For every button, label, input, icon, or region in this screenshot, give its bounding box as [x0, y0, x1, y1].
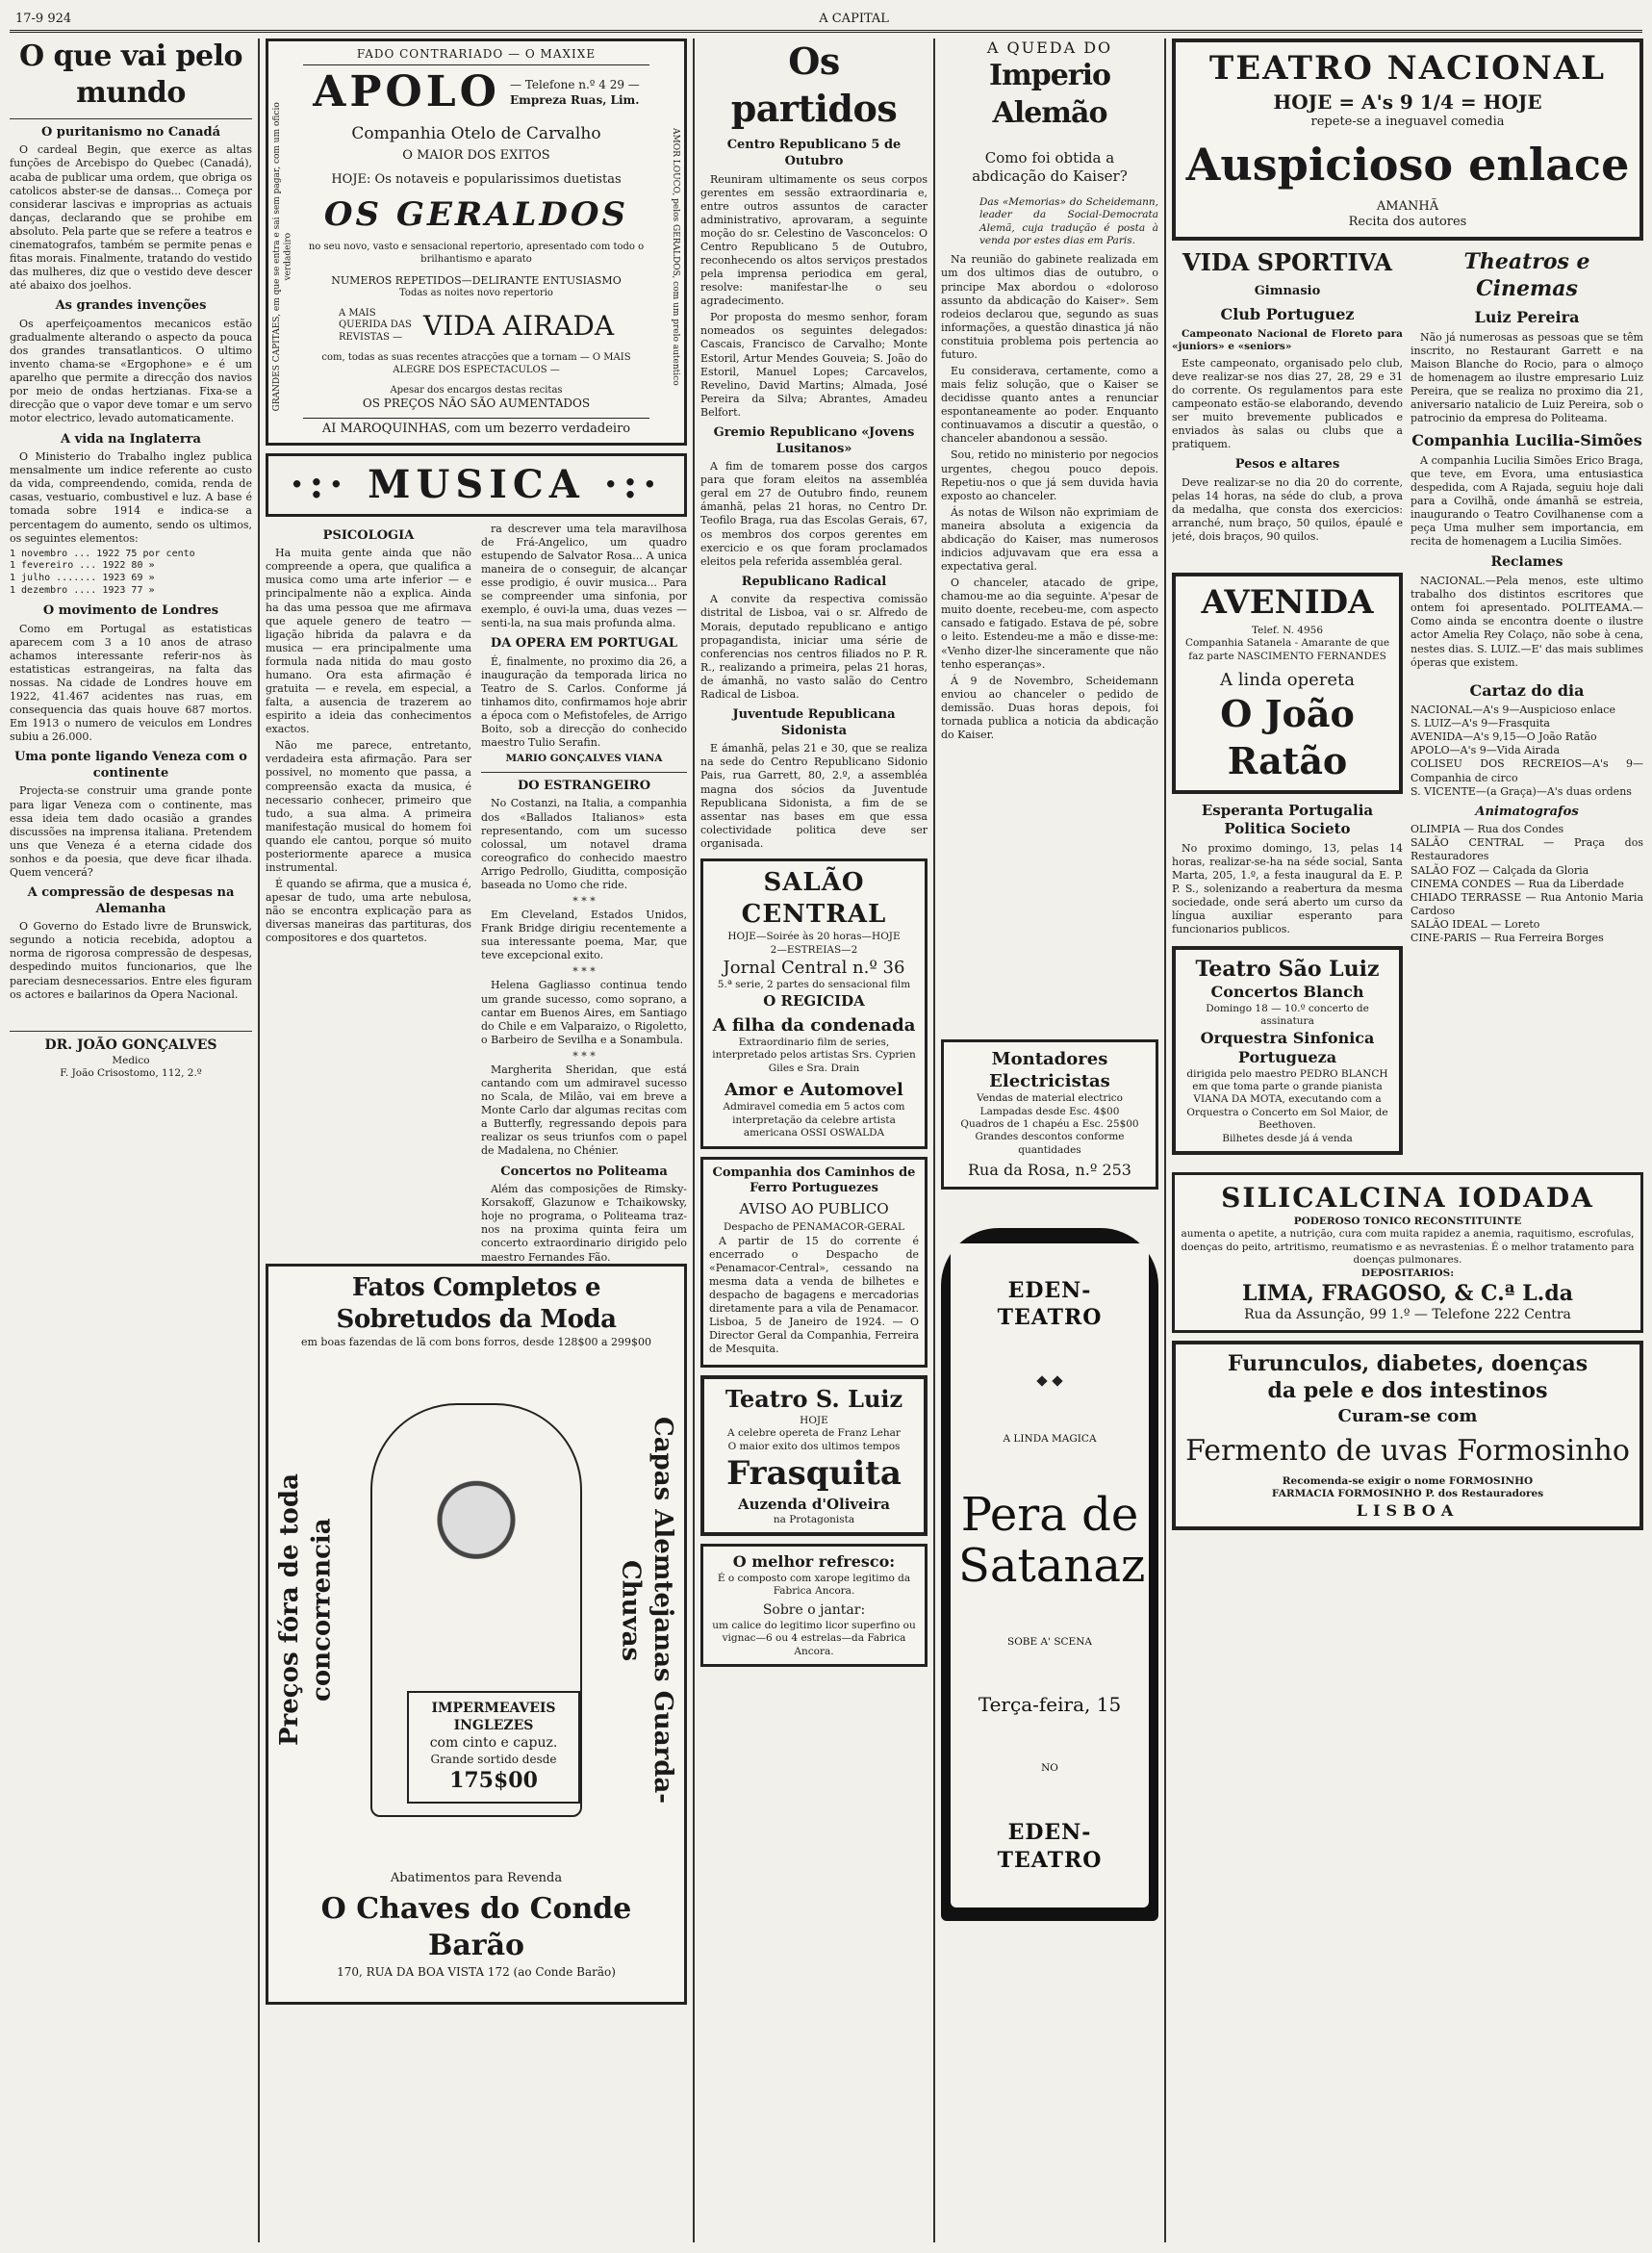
cost-table — [10, 549, 252, 598]
eden-name: EDEN-TEATRO — [997, 1820, 1103, 1873]
nacional-show: Auspicioso enlace — [1185, 138, 1630, 191]
apolo-today: HOJE: Os notaveis e popularissimos duetistas — [331, 172, 622, 188]
fatos-address: 170, RUA DA BOA VISTA 172 (ao Conde Barão) — [337, 1964, 616, 1979]
musica-author: MARIO GONÇALVES VIANA — [505, 753, 663, 765]
fatos-note: Abatimentos para Revenda — [390, 1871, 563, 1886]
musica-title: ·:· MUSICA ·:· — [266, 453, 687, 516]
queda-text: Na reunião do gabinete realizada em um dos ultimos dias de outubro, o principe Max abordou o «doloroso assunto da abdicação do Kaiser». Sem rodeios declarou que, segundo as suas informações, a questão dinastica já não constituia problema pois pertencia ao futuro. — [941, 253, 1158, 361]
apolo-prices: OS PREÇOS NÃO SÃO AUMENTADOS — [362, 397, 591, 411]
salao-jornal: Jornal Central n.º 36 — [723, 958, 905, 979]
musica-body: PSICOLOGIA Ha muita gente ainda que não compreende a opera, que qualifica a musica como uma arte inferior — e principalmente não a explica. Ainda ha das uma pessoa que me afirmava que aquele genero de teatro — ligação hibrida da palavra e da musica — era principalmente uma formula nada nitida do mau gosto humano. Ora esta afirmação é gratuita — e revela, em especial, a falta, a ausencia de trazerem ao espirito a ideia das conhecimentos exactos. Não me parece, entretanto, verdadeira esta afirmação. Para ser possivel, no momento que passa, a compreensão exacta da musica, é necessario conhecer, primeiro que tudo, a sua alma. A primeira manifestação musical do homem foi quando ele cantou, porque só muito posteriormente aparece a musica instrumental. É quando se afirma, que a musica é, apesar de tudo, uma arte nebulosa, não se encontra explicação para as diversas maneiras das partituras, dos compositores e dos quartetos. ra descrever uma tela maravilhosa de Frá-Angelico, um quadro estupendo de Salvator Rosa... A unica maneira de o conseguir, de alcançar esse prodigio, é ouvir musica... Para se compreender uma sinfonia, por exemplo, é ouvi-la uma, duas vezes — senti-la, na sua mais profunda alma. DA OPERA EM PORTUGAL É, finalmente, no proximo dia 26, a inauguração da temporada lirica no Teatro de S. Carlos. Conforme já tinhamos dito, confirmamos hoje abrir a época com o Mefistofeles, de Arrigo Boito, sob a direcção do conhecido maestro Tulio Serafin. MARIO GONÇALVES VIANA DO ESTRANGEIRO No Costanzi, na Italia, a companhia dos «Ballados Italianos» esta representando, com um sucesso colossal, um notavel drama coreografico do conhecido maestro Arrigo Pedrollo, Giuditta, composição baseada no Uomo che ride. * * * Em Cleveland, Estados Unidos, Frank Bridge dirigiu recentemente a sua interessante poema, Mar, que teve excepcional exito. * * * Helena Gagliasso continua tendo um grande sucesso, como soprano, a cantar em Buenos Aires, em Santiago do Chile e em Valparaizo, o Rigoletto, o Barbeiro de Sevilha e a Sonambula. * * * Margherita Sheridan, que está cantando com um admiravel sucesso no Scala, de Milão, vai em breve a Monte Carlo dar algumas recitas com a Butterfly, regressando depois para realizar os seus triunfos com o papel de Madalena, no Chénier. Concertos no Politeama Além das composições de Rimsky-Korsakoff, Glazunow e Tchaikowsky, hoje no programa, o Politeama traz-nos na proxima quinta feira um concerto extraordinario dirigido pelo maestro Fernandes Fão. — [266, 522, 687, 1264]
list-item: S. VICENTE—(a Graça)—A's duas ordens — [1411, 784, 1632, 798]
article-text: Como em Portugal as estatisticas aparecem com 3 a 10 anos de atraso achamos interessante referir-nos às estatisticas estrangeiras, na falta das nossas. Na cidade de Londres houve em 1922, 41.467 acidentes nas ruas, em consequencia das quais houve 687 mortos. Em 1913 o numero de veiculos em Londres subiu a 26.000. — [10, 622, 252, 744]
list-item: CINE-PARIS — Rua Ferreira Borges — [1411, 931, 1604, 944]
party-text: Por proposta do mesmo senhor, foram nomeados os seguintes delegados: Cascais, Francisco de Carvalho; Monte Estoril, Artur Mendes Gouveia; S. João do Estoril, Manuel Lopes; Carcavelos, Revelino, David Martins; Almada, José Pereira da Silva; Abrantes, Amadeu Belfort. — [700, 311, 928, 419]
companhia-sub: AVISO AO PUBLICO — [739, 1199, 889, 1217]
partidos-title: Os partidos — [730, 39, 898, 130]
montadores-address: Rua da Rosa, n.º 253 — [968, 1161, 1131, 1180]
apolo-side-left: GRANDES CAPITAES, em que se entra e sai sem pagar, com um oficio verdadeiro — [272, 102, 293, 412]
salao-film: O REGICIDA — [763, 991, 865, 1010]
saoluiz-ad: Teatro São Luiz Concertos Blanch Domingo 18 — 10.º concerto de assinatura Orquestra Sinfonica Portugueza dirigida pelo maestro PEDRO BLANCH em que toma parte o grande pianista VIANA DA MOTA, executando com a Orquestra o Concerto em Sol Maior, de Beethoven. Bilhetes desde já á venda — [1172, 946, 1403, 1155]
formosinho-product: Fermento de uvas Formosinho — [1185, 1433, 1630, 1468]
table-row: 1 fevereiro ... 1922 80 » — [10, 560, 155, 572]
apolo-revue-pre: A MAIS QUERIDA DAS REVISTAS — — [338, 307, 412, 344]
musica-text: É quando se afirma, que a musica é, apesar de tudo, uma arte nebulosa, não se encontra explicação para as diversas maneiras das partituras, dos compositores e dos quartetos. — [266, 878, 471, 945]
list-item: AVENIDA—A's 9,15—O João Ratão — [1411, 730, 1597, 744]
list-item: S. LUIZ—A's 9—Frasquita — [1411, 717, 1550, 730]
teatros-cinemas: Theatros e Cinemas Luiz Pereira Não já numerosas as pessoas que se têm inscrito, no Restaurant Garrett e na Maison Blanche do Rocio, para o almoço de homenagem ao ilustre empresario Luiz Pereira, que se realiza no proximo dia 21, aniversario natalicio de Luiz Pereira, sob o patrocinio da empresa do Politeama. Companhia Lucilia-Simões A companhia Lucilia Simões Erico Braga, que teve, em Evora, uma entusiastica despedida, com A Rajada, seguiu hoje dali para a Covilhã, onde ámanhã se estreia, inaugurando o Teatro Covilhanense com a peça Uma mulher sem importancia, em recita de homenagem a Lucilia Simões. Reclames NACIONAL.—Pela menos, este ultimo trabalho dos distintos escritores que ontem foi apresentado. POLITEAMA.—Como ainda se encontra doente o ilustre actor Amelia Rey Colaço, não sobe à cena, nestes dias. S. LUIZ.—E' das mais sublimes óperas que existem. Cartaz do dia NACIONAL—A's 9—Auspicioso enlace S. LUIZ—A's 9—Frasquita AVENIDA—A's 9,15—O João Ratão APOLO—A's 9—Vida Airada COLISEU DOS RECREIOS—A's 9—Companhia de circo S. VICENTE—(a Graça)—A's duas ordens Animatografos OLIMPIA — Rua dos Condes SALÃO CENTRAL — Praça dos Restauradores SALÃO FOZ — Calçada da Gloria CINEMA CONDES — Rua da Liberdade CHIADO TERRASSE — Rua Antonio Maria Cardoso SALÃO IDEAL — Loreto CINE-PARIS — Rua Ferreira Borges — [1411, 248, 1643, 944]
salao-title: SALÃO CENTRAL — [741, 867, 887, 930]
section-title: O que vai pelo mundo — [18, 39, 243, 111]
teatros-title: Theatros e Cinemas — [1463, 248, 1590, 302]
foreign-text: Em Cleveland, Estados Unidos, Frank Bridge dirigiu recentemente a sua interessante poema, Mar, que teve excepcional exito. — [481, 909, 687, 962]
column-empire — [941, 38, 1158, 2242]
fatos-left: Preços fóra de toda concorrencia — [275, 1473, 337, 1747]
formosinho-ad: Furunculos, diabetes, doenças da pele e dos intestinos Curam-se com Fermento de uvas Formosinho Recomenda-se exigir o nome FORMOSINHO FARMACIA FORMOSINHO P. dos Restauradores LISBOA — [1172, 1341, 1643, 1530]
party-heading: Gremio Republicano «Jovens Lusitanos» — [713, 424, 915, 456]
sluiz-show: Frasquita — [726, 1454, 902, 1494]
teatros-text: Não já numerosas as pessoas que se têm inscrito, no Restaurant Garrett e na Maison Blanche do Rocio, para o almoço de homenagem ao ilustre empresario Luiz Pereira, que se realiza no proximo dia 21, aniversario natalicio de Luiz Pereira, sob o patrocinio da empresa do Politeama. — [1411, 330, 1643, 425]
party-text: A convite da respectiva comissão distrital de Lisboa, vai o sr. Alfredo de Morais, deputado republicano e antigo propagandista, iniciar uma série de conferencias nos centros filiados no P. R. R., realizando a primeira, pelas 21 horas, de ámanhã, no vasto salão do Centro Radical de Lisboa. — [700, 593, 928, 701]
queda-title: Imperio Alemão — [988, 59, 1111, 130]
eden-day: Terça-feira, 15 — [978, 1693, 1122, 1717]
table-row: 1 dezembro .... 1923 77 » — [10, 585, 155, 597]
list-item: SALÃO IDEAL — Loreto — [1411, 917, 1540, 931]
queda-question: Como foi obtida a abdicação do Kaiser? — [972, 149, 1128, 186]
article-heading: O puritanismo no Canadá — [40, 124, 221, 140]
apolo-revue-note: com, todas as suas recentes atracções que a tornam — O MAIS ALEGRE DOS ESPECTACULOS — — [321, 352, 631, 375]
party-heading: Centro Republicano 5 de Outubro — [726, 138, 902, 168]
column-theatres — [1172, 38, 1643, 2242]
article-heading: A compressão de despesas na Alemanha — [27, 885, 235, 916]
apolo-desc: no seu novo, vasto e sensacional repertorio, apresentado com todo o brilhantismo e aparato — [308, 242, 645, 265]
article-text: O Ministerio do Trabalho inglez publica mensalmente um indice referente ao custo da vida, compreendendo, comida, renda de casas, vestuario, combustivel e luz. A base é tomada sobre 1914 e indica-se a percentagem do aumento, sendo os ultimos, os seguintes elementos: — [10, 450, 252, 545]
concert-text: Além das composições de Rimsky-Korsakoff, Glazunow e Tchaikowsky, hoje no programa, o Politeama traz-nos na proxima quinta feira um concerto extraordinario dirigido pelo maestro Fernandes Fão. — [481, 1183, 687, 1264]
signature-address: F. João Crisostomo, 112, 2.º — [60, 1067, 202, 1080]
party-text: A fim de tomarem posse dos cargos para que foram eleitos na assembléa geral em 27 de Outubro findo, reunem ámanhã, pelas 21 horas, no Centro Dr. Teofilo Braga, rua das Escolas Gerais, 67, os membros dos corpos gerentes em exercicio e os que foram proclamados eleitos pela referida assembléa geral. — [700, 460, 928, 568]
musica-text: ra descrever uma tela maravilhosa de Frá-Angelico, um quadro estupendo de Salvator Rosa... A unica maneira de o conseguir, de alcançar esse prodigio, é ouvir musica... Para se compreender uma sinfonia, por exemplo, é ouvi-la uma, duas vezes — senti-la, na sua mais profunda alma. — [481, 522, 687, 630]
apolo-side-right: AMOR LOUCO, pelos GERALDOS, com um prelo autentico — [671, 127, 680, 386]
apolo-prices-pre: Apesar dos encargos destas recitas — [390, 384, 563, 396]
queda-text: Á 9 de Novembro, Scheidemann enviou ao chanceler o pedido de demissão. Duas horas depois, foi tornada publica a noticia da abdicação do Kaiser. — [941, 674, 1158, 742]
apolo-footer: AI MAROQUINHAS, com um bezerro verdadeiro — [303, 418, 649, 438]
raincoat-man-illustration — [370, 1403, 582, 1817]
opera-heading: DA OPERA EM PORTUGAL — [490, 636, 678, 652]
queda-text: Sou, retido no ministerio por negocios urgentes, chegou pouco depois. Repetiu-nos o que já sem duvida havia exposto ao chanceler. — [941, 448, 1158, 502]
article-text: O Governo do Estado livre de Brunswick, segundo a noticia recebida, adoptou a norma de rigorosa compressão de despesas, despedindo muitos funcionarios, que lhe pareciam desnecessarios. Entre eles figuram os actores e bailarinos da Opera Nacional. — [10, 920, 252, 1001]
esperanta-text: No proximo domingo, 13, pelas 14 horas, realizar-se-ha na séde social, Santa Marta, 205, 1.º, a festa inaugural da E. P. P. S., solenizando a reabertura da mesma sociedade, onde será aberto um curso da língua auxiliar esperanto para funcionarios publicos. — [1172, 841, 1403, 936]
eden-ad: EDEN-TEATRO A LINDA MAGICA Pera de Satanaz SOBE A' SCENA Terça-feira, 15 NO EDEN-TEATRO — [941, 1228, 1158, 1921]
list-item: CHIADO TERRASSE — Rua Antonio Maria Cardoso — [1411, 890, 1643, 917]
party-text: E ámanhã, pelas 21 e 30, que se realiza na sede do Centro Republicano Sidonio Pais, rua Garrett, 80, 2.º, a assembléa magna dos sócios da Juventude Republicana Sidonista, a fim de se assentar nas bases em que essa colectividade politica deve ser organisada. — [700, 742, 928, 850]
teatros-text: A companhia Lucilia Simões Erico Braga, que teve, em Evora, uma entusiastica despedida, com A Rajada, seguiu hoje dali para a Covilhã, onde ámanhã se estreia, inaugurando o Teatro Covilhanense com a peça Uma mulher sem importancia, em recita de homenagem a Lucilia Simões. — [1411, 453, 1643, 549]
list-item: COLISEU DOS RECREIOS—A's 9—Companhia de circo — [1411, 757, 1643, 784]
article-heading: A vida na Inglaterra — [61, 431, 201, 447]
column-rule — [1164, 38, 1166, 2242]
column-world-news — [10, 38, 252, 2242]
companhia-title: Companhia dos Caminhos de Ferro Portuguezes — [712, 1165, 916, 1196]
musica-text: Não me parece, entretanto, verdadeira esta afirmação. Para ser possivel, no momento que passa, a compreensão exacta da musica, é necessario conhecer, primeiro que tudo, a sua alma. A primeira manifestação musical do homem foi quando ele cantou, porque só muito posteriormente aparece a musica instrumental. — [266, 739, 471, 875]
queda-pre: A QUEDA DO — [986, 38, 1113, 57]
article-text: O cardeal Begin, que exerce as altas funções de Arcebispo do Quebec (Canadá), acaba de publicar uma ordem, que obriga os catolicos abster-se de dansas... Começa por considerar lascivas e improprias as actuais danças, declarando que se prohibe em absoluto. Pela parte que se refere a teatros e cinematografos, também se permite penas e fitas morais. Finalmente, tratando do vestido das mulheres, diz que o vestido deve descer até abaixo dos joelhos. — [10, 143, 252, 293]
silicalcina-firm: LIMA, FRAGOSO, & C.ª L.da — [1242, 1281, 1573, 1307]
table-row: 1 novembro ... 1922 75 por cento — [10, 548, 195, 559]
fatos-right: Capas Alemtejanas Guarda-Chuvas — [616, 1417, 677, 1805]
nacional-ad: TEATRO NACIONAL HOJE = A's 9 1/4 = HOJE repete-se a ineguavel comedia Auspicioso enlace AMANHÃ Recita dos autores — [1172, 38, 1643, 241]
companhia-ad: Companhia dos Caminhos de Ferro Portuguezes AVISO AO PUBLICO Despacho de PENAMACOR-GERAL A partir de 15 do corrente é encerrado o Despacho de «Penamacor-Central», cessando na mesma data a venda de bilhetes e despacho de bagagens e mercadorias diretamente para a vila de Penamacor. Lisboa, 5 de Janeiro de 1924. — O Director Geral da Companhia, Ferreira de Mesquita. — [700, 1157, 928, 1369]
foreign-text: Helena Gagliasso continua tendo um grande sucesso, como soprano, a cantar em Buenos Aires, em Santiago do Chile e em Valparaizo, o Rigoletto, o Barbeiro de Sevilha e a Sonambula. — [481, 979, 687, 1046]
silicalcina-ad: SILICALCINA IODADA PODEROSO TONICO RECONSTITUINTE aumenta o apetite, a nutrição, cura com muita rapidez a anemia, raquitismo, escrofulas, doenças do peito, artritismo, reumatismo e as nevrastenias. É o melhor tratamento para doenças pulmonares. DEPOSITARIOS: LIMA, FRAGOSO, & C.ª L.da Rua da Assunção, 99 1.º — Telefone 222 Centra — [1172, 1172, 1643, 1333]
concert-heading: Concertos no Politeama — [500, 1164, 668, 1179]
vida-title: VIDA SPORTIVA — [1182, 247, 1392, 276]
queda-text: Ás notas de Wilson não exprimiam de maneira absoluta a exigencia da abdicação do Kaiser, mas numerosos indicios adjuvavam que era essa a expectativa geral. — [941, 505, 1158, 574]
cartaz-title: Cartaz do dia — [1469, 680, 1585, 700]
column-rule — [693, 38, 695, 2242]
list-item: OLIMPIA — Rua dos Condes — [1411, 823, 1564, 836]
apolo-ad — [266, 38, 687, 446]
header-date: 17-9 924 — [15, 12, 72, 26]
montadores-title: Montadores Electricistas — [989, 1049, 1110, 1092]
column-rule — [258, 38, 260, 2242]
refresco-title: O melhor refresco: — [732, 1552, 896, 1572]
party-text: Reuniram ultimamente os seus corpos gerentes em sessão extraordinaria e, entre outros assuntos de caracter administrativo, aprovaram, a seguinte moção do sr. Celestino de Vasconcelos: O Centro Republicano 5 de Outubro, reconhecendo os altos serviços prestados pela imprensa periodica em geral, resolve: manifestar-lhe o seu agradecimento. — [700, 172, 928, 308]
cartaz-list — [1411, 704, 1643, 799]
eden-name: EDEN-TEATRO — [997, 1277, 1103, 1330]
list-item: APOLO—A's 9—Vida Airada — [1411, 744, 1561, 757]
apolo-success: O MAIOR DOS EXITOS — [402, 148, 550, 164]
foreign-heading: DO ESTRANGEIRO — [517, 778, 651, 793]
signature-role: Medico — [112, 1054, 150, 1066]
cinema-list — [1411, 823, 1643, 945]
fatos-title: Fatos Completos e Sobretudos da Moda — [336, 1272, 617, 1334]
party-heading: Juventude Republicana Sidonista — [732, 707, 896, 738]
vida-text: Deve realizar-se no dia 20 do corrente, pelas 14 horas, na séde do club, a prova da medalha, que consta dos exercicios: arranché, num braço, 50 quilos, épaulé e jeté, dois braços, 90 quilos. — [1172, 475, 1403, 544]
foreign-text: Margherita Sheridan, que está cantando com um admiravel sucesso no Scala, de Milão, vai em breve a Monte Carlo dar algumas recitas com a Butterfly, regressando depois para realizar os seus triunfos com o papel de Madalena, no Chénier. — [481, 1062, 687, 1158]
salao-film: A filha da condenada — [712, 1014, 916, 1036]
fatos-ad — [266, 1264, 687, 2005]
list-item: SALÃO FOZ — Calçada da Gloria — [1411, 863, 1589, 877]
avenida-show: O João Ratão — [1220, 691, 1355, 782]
column-parties — [700, 38, 928, 2242]
queda-text: Eu considerava, certamente, como a mais feliz solução, que o Kaiser se decidisse quanto antes a renunciar espontaneamente ao poder. Enquanto continuavamos a discutir a questão, o chanceler abandonou a sessão. — [941, 365, 1158, 446]
apolo-nightly: Todas as noites novo repertorio — [399, 287, 553, 298]
queda-lead: Das «Memorias» do Scheidemann, leader da Social-Democrata Alemã, cuja tradução é posta à venda por estes dias em Paris. — [979, 195, 1158, 246]
table-row: 1 julho ....... 1923 69 » — [10, 573, 155, 584]
apolo-company-short: Empreza Ruas, Lim. — [510, 92, 640, 107]
column-entertainment — [266, 38, 687, 2242]
avenida-ad: AVENIDA Telef. N. 4956 Companhia Satanela - Amarante de que faz parte NASCIMENTO FERNANDES A linda opereta O João Ratão — [1172, 573, 1403, 794]
article-heading: Uma ponte ligando Veneza com o continente — [14, 750, 247, 781]
silicalcina-title: SILICALCINA IODADA — [1221, 1182, 1594, 1215]
apolo-revue: VIDA AIRADA — [422, 309, 615, 342]
sluiz-frasquita-ad: Teatro S. Luiz HOJE A celebre opereta de Franz Lehar O maior exito dos ultimos tempos Frasquita Auzenda d'Oliveira na Protagonista — [700, 1375, 928, 1536]
article-heading: O movimento de Londres — [42, 602, 219, 618]
list-item: SALÃO CENTRAL — Praça dos Restauradores — [1411, 836, 1643, 863]
salao-film: Amor e Automovel — [724, 1080, 903, 1101]
apolo-numbers: NUMEROS REPETIDOS—DELIRANTE ENTUSIASMO — [331, 273, 622, 287]
sluiz-title: Teatro S. Luiz — [724, 1385, 903, 1414]
apolo-artists: OS GERALDOS — [323, 194, 629, 234]
foreign-text: No Costanzi, na Italia, a companhia dos «Ballados Italianos» esta representando, com um sucesso colossal, um notavel drama coreografico do conhecido maestro Arrigo Pedrollo, Giuditta, composição baseada no Uomo che ride. — [481, 797, 687, 891]
fatos-shop: O Chaves do Conde Barão — [320, 1891, 632, 1963]
page-header — [10, 8, 1642, 33]
apolo-company: Companhia Otelo de Carvalho — [351, 123, 601, 143]
list-item: NACIONAL—A's 9—Auspicioso enlace — [1411, 704, 1615, 717]
teatros-text: NACIONAL.—Pela menos, este ultimo trabalho dos distintos escritores que ontem foi apresentado. POLITEAMA.—Como ainda se encontra doente o ilustre actor Amelia Rey Colaço, não sobe à cena, nestes dias. S. LUIZ.—E' das mais sublimes óperas que existem. — [1411, 575, 1643, 669]
article-text: Os aperfeiçoamentos mecanicos estão gradualmente alterando o aspecto da pouca dos grandes transatlanticos. O ultimo invento chama-se «Ergophone» e é um aparelho que permite a direcção dos navios por meio de ondas hertzianas. Fixa-se a direcção que o vapor deve tomar e um servo motor electrico, levado automaticamente. — [10, 317, 252, 425]
article-heading: As grandes invenções — [55, 298, 207, 314]
refresco-ad: O melhor refresco: É o composto com xarope legitimo da Fabrica Ancora. Sobre o jantar: um calice do legitimo licor superfino ou vignac—6 ou 4 estrelas—da Fabrica Ancora. — [700, 1544, 928, 1667]
fatos-sub: em boas fazendas de lã com bons forros, desde 128$00 a 299$00 — [300, 1336, 652, 1349]
fatos-sign: IMPERMEAVEIS INGLEZES com cinto e capuz. Grande sortido desde 175$00 — [407, 1691, 580, 1804]
musica-subhead: PSICOLOGIA — [322, 527, 415, 543]
party-heading: Republicano Radical — [741, 574, 887, 589]
apolo-logo: APOLO — [313, 67, 501, 117]
montadores-ad: Montadores Electricistas Vendas de material electrico Lampadas desde Esc. 4$00 Quadros de 1 chapéu a Esc. 25$00 Grandes descontos conforme quantidades Rua da Rosa, n.º 253 — [941, 1039, 1158, 1190]
musica-text: Ha muita gente ainda que não compreende a opera, que qualifica a musica como uma arte inferior — e principalmente não a explica. Ainda ha das uma pessoa que me afirmava que aquele genero de teatro — ligação hibrida da palavra e da musica — era principalmente uma formula nada nitida do mau gosto humano. Ora esta afirmação é gratuita — e revela, em especial, a falta, a ausencia de trazerem ao espirito a ideia das conhecimentos exactos. — [266, 547, 471, 736]
salao-central-ad: SALÃO CENTRAL HOJE—Soirée às 20 horas—HOJE 2—ESTREIAS—2 Jornal Central n.º 36 5.ª serie, 2 partes do sensacional film O REGICIDA A filha da condenada Extraordinario film de series, interpretado pelos artistas Srs. Cyprien Giles e Sra. Drain Amor e Automovel Admiravel comedia em 5 actos com interpretação da celebre artista americana OSSI OSWALDA — [700, 858, 928, 1149]
apolo-phone: — Telefone n.º 4 29 — — [510, 78, 640, 92]
column-rule — [933, 38, 935, 2242]
vida-sportiva: VIDA SPORTIVA Gimnasio Club Portuguez Campeonato Nacional de Floreto para «juniors» e «seniors» Este campeonato, organisado pelo club, deve realizar-se nos dias 27, 28, 29 e 31 do corrente. Os regulamentos para este campeonato estão-se elaborando, devendo ser muito brevemente publicados e enviados às salas ou clubs que a pratiquem. Pesos e altares Deve realizar-se no dia 20 do corrente, pelas 14 horas, na séde do club, a prova da medalha, que consta dos exercicios: arranché, num braço, 50 quilos, épaulé e jeté, dois braços, 90 quilos. AVENIDA Telef. N. 4956 Companhia Satanela - Amarante de que faz parte NASCIMENTO FERNANDES A linda opereta O João Ratão Esperanta Portugalia Politica Societo No proximo domingo, 13, pelas 14 horas, realizar-se-ha na séde social, Santa Marta, 205, 1.º, a festa inaugural da E. P. P. S., solenizando a reabertura da mesma sociedade, onde será aberto um curso da língua auxiliar esperanto para funcionarios publicos. Teatro São Luiz Concertos Blanch Domingo 18 — 10.º concerto de assinatura Orquestra Sinfonica Portugueza dirigida pelo maestro PEDRO BLANCH em que toma parte o grande pianista VIANA DA MOTA, executando com a Orquestra o Concerto em Sol Maior, de Beethoven. Bilhetes desde já á venda — [1172, 248, 1403, 1163]
apolo-top: FADO CONTRARIADO — O MAXIXE — [303, 47, 649, 65]
header-masthead: A CAPITAL — [819, 12, 889, 26]
list-item: CINEMA CONDES — Rua da Liberdade — [1411, 877, 1624, 890]
opera-text: É, finalmente, no proximo dia 26, a inauguração da temporada lirica no Teatro de S. Carlos. Conforme já tinhamos dito, confirmamos hoje abrir a época com o Mefistofeles, de Arrigo Boito, sob a direcção do conhecido maestro Tulio Serafin. — [481, 654, 687, 750]
esperanta-title: Esperanta Portugalia Politica Societo — [1201, 802, 1374, 838]
saoluiz-title: Teatro São Luiz — [1195, 957, 1380, 983]
avenida-title: AVENIDA — [1201, 583, 1374, 623]
signature-name: DR. JOÃO GONÇALVES — [44, 1037, 217, 1053]
fatos-price: 175$00 — [449, 1768, 538, 1794]
eden-show: Pera de Satanaz — [958, 1488, 1146, 1594]
nacional-title: TEATRO NACIONAL — [1208, 49, 1607, 88]
article-text: Projecta-se construir uma grande ponte para ligar Veneza com o continente, mas essa ideia tem dado ocasião a grandes discussões na imprensa italiana. Pretendem uns que Veneza é a eterna cidade dos sonhos e da poesia, que deve ficar ilhada. Quem vencerá? — [10, 784, 252, 879]
vida-text: Este campeonato, organisado pelo club, deve realizar-se nos dias 27, 28, 29 e 31 do corrente. Os regulamentos para este campeonato estão-se elaborando, devendo ser muito brevemente publicados e enviados às salas ou clubs que a pratiquem. — [1172, 356, 1403, 451]
companhia-text: A partir de 15 do corrente é encerrado o Despacho de «Penamacor-Central», cessando na mesma data a venda de bilhetes e despacho de bagagens e mercadorias diretamente para a vila de Penamacor. Lisboa, 5 de Janeiro de 1924. — O Director Geral da Companhia, Ferreira de Mesquita. — [709, 1234, 919, 1356]
queda-text: O chanceler, atacado de gripe, chamou-me ao dia seguinte. A'pesar de muito doente, recebeu-me, com aspecto cansado e fatigado. Estava de pé, sobre o leito. Estendeu-me a mão e disse-me: «Venho dizer-lhe sinceramente que não tenho esperanças». — [941, 576, 1158, 671]
